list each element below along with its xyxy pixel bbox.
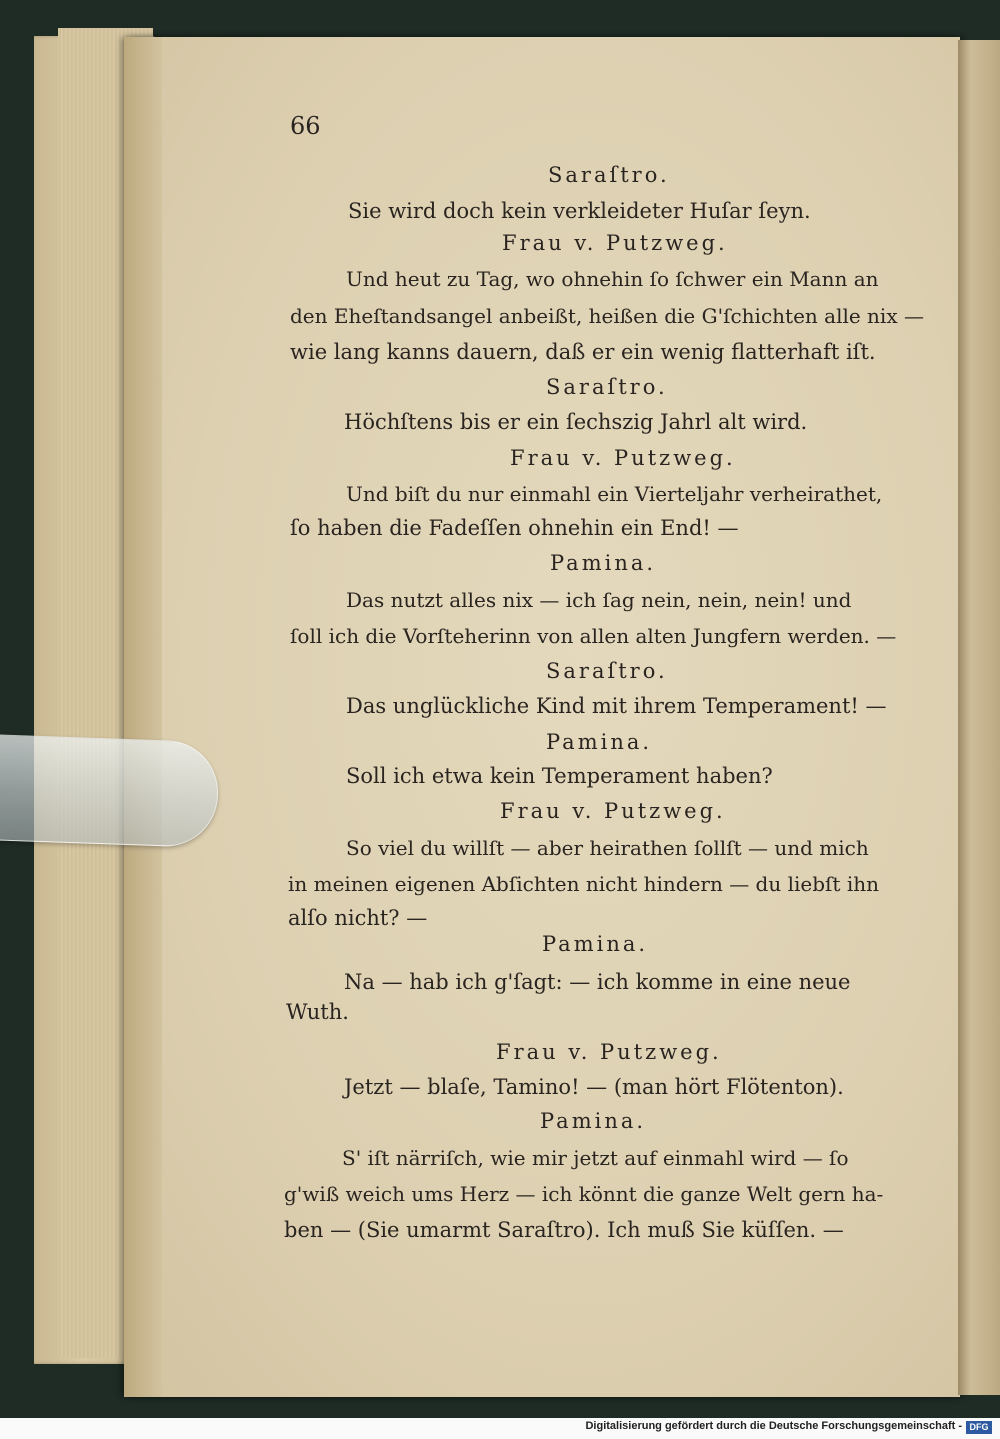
- speaker-name: Saraſtro.: [546, 659, 668, 683]
- text-line: wie lang kanns dauern, daß er ein wenig flatterhaft iſt.: [290, 340, 876, 364]
- text-line: S' iſt närriſch, wie mir jetzt auf einmahl wird — ſo: [342, 1146, 849, 1170]
- text-line: Sie wird doch kein verkleideter Huſar ſeyn.: [348, 199, 811, 223]
- speaker-name: Pamina.: [542, 932, 649, 956]
- speaker-name: Pamina.: [540, 1109, 647, 1133]
- text-line: So viel du willſt — aber heirathen ſollſt — und mich: [346, 836, 869, 860]
- speaker-name: Pamina.: [546, 730, 653, 754]
- dfg-logo: DFG: [966, 1421, 992, 1434]
- digitization-credit: Digitalisierung gefördert durch die Deutsche Forschungsgemeinschaft -: [585, 1420, 962, 1432]
- text-line: Soll ich etwa kein Temperament haben?: [346, 764, 773, 788]
- next-page-edge: [958, 40, 1000, 1395]
- speaker-name: Frau v. Putzweg.: [496, 1040, 722, 1064]
- page-number: 66: [290, 112, 321, 140]
- text-line: ſoll ich die Vorſteherinn von allen alten Jungfern werden. —: [290, 624, 897, 648]
- text-line: Höchſtens bis er ein ſechszig Jahrl alt wird.: [344, 410, 808, 434]
- speaker-name: Frau v. Putzweg.: [510, 446, 736, 470]
- text-line: Wuth.: [286, 1000, 349, 1024]
- text-line: alſo nicht? —: [288, 906, 428, 930]
- speaker-name: Saraſtro.: [548, 163, 670, 187]
- speaker-name: Frau v. Putzweg.: [502, 231, 728, 255]
- text-line: Und biſt du nur einmahl ein Vierteljahr verheirathet,: [346, 482, 883, 506]
- speaker-name: Frau v. Putzweg.: [500, 799, 726, 823]
- speaker-name: Pamina.: [550, 551, 657, 575]
- text-line: Das unglückliche Kind mit ihrem Temperament! —: [346, 694, 887, 718]
- speaker-name: Saraſtro.: [546, 375, 668, 399]
- text-line: ſo haben die Fadeſſen ohnehin ein End! —: [290, 516, 739, 540]
- text-line: den Eheſtandsangel anbeißt, heißen die G'ſchichten alle nix —: [290, 304, 924, 328]
- text-line: Das nutzt alles nix — ich ſag nein, nein, nein! und: [346, 588, 852, 612]
- page-gutter: [124, 37, 162, 1397]
- glass-bookmark: [0, 734, 220, 848]
- text-line: ben — (Sie umarmt Saraſtro). Ich muß Sie küſſen. —: [284, 1218, 844, 1242]
- text-line: in meinen eigenen Abſichten nicht hindern — du liebſt ihn: [288, 872, 879, 896]
- text-line: g'wiß weich ums Herz — ich könnt die ganze Welt gern ha-: [284, 1182, 884, 1206]
- text-line: Na — hab ich g'ſagt: — ich komme in eine neue: [344, 970, 851, 994]
- text-line: Jetzt — blaſe, Tamino! — (man hört Flötenton).: [344, 1075, 844, 1099]
- text-line: Und heut zu Tag, wo ohnehin ſo ſchwer ein Mann an: [346, 267, 879, 291]
